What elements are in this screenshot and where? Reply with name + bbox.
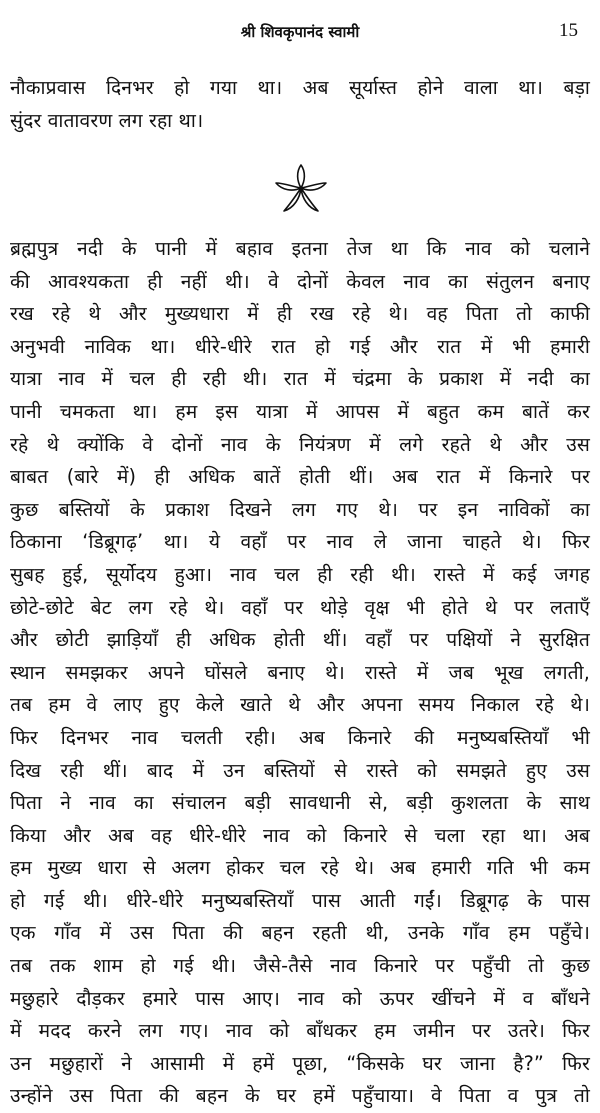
- text-line: मछुहारे दौड़कर हमारे पास आए। नाव को ऊपर खींचने में व बाँधने: [10, 986, 590, 1010]
- main-paragraph: [10, 233, 590, 1113]
- text-line: अनुभवी नाविक था। धीरे-धीरे रात हो गई और रात में भी हमारी: [10, 334, 590, 358]
- text-line: ब्रह्मपुत्र नदी के पानी में बहाव इतना तेज था कि नाव को चलाने: [10, 237, 590, 260]
- text-line: हम मुख्य धारा से अलग होकर चल रहे थे। अब हमारी गति भी कम: [10, 856, 590, 880]
- text-line: कुछ बस्तियों के प्रकाश दिखने लग गए थे। पर इन नाविकों का: [10, 497, 590, 521]
- text-line: में मदद करने लग गए। नाव को बाँधकर हम जमीन पर उतरे। फिर: [10, 1019, 590, 1043]
- text-line: सुबह हुई, सूर्योदय हुआ। नाव चल ही रही थी। रास्ते में कई जगह: [10, 562, 590, 586]
- page-number: 15: [559, 20, 578, 41]
- text-line: उन मछुहारों ने आसामी में हमें पूछा, “किसके घर जाना है?” फिर: [10, 1051, 590, 1075]
- text-line: ठिकाना ‘डिब्रूगढ़’ था। ये वहाँ पर नाव ले जाना चाहते थे। फिर: [10, 530, 590, 554]
- text-line: पिता ने नाव का संचालन बड़ी सावधानी से, बड़ी कुशलता के साथ: [10, 791, 590, 815]
- text-line: हो गई थी। धीरे-धीरे मनुष्यबस्तियाँ पास आती गईं। डिब्रूगढ़ के पास: [10, 888, 590, 912]
- running-header-title: श्री शिवकृपानंद स्वामी: [240, 23, 360, 41]
- text-line: दिख रही थीं। बाद में उन बस्तियों से रास्ते को समझते हुए उस: [10, 758, 590, 782]
- flower-ornament-icon: [270, 163, 332, 215]
- text-line: रहे थे क्योंकि वे दोनों नाव के नियंत्रण में लगे रहते थे और उस: [10, 432, 590, 456]
- text-line: किया और अब वह धीरे-धीरे नाव को किनारे से चला रहा था। अब: [10, 823, 590, 847]
- text-line: तब तक शाम हो गई थी। जैसे-तैसे नाव किनारे पर पहुँची तो कुछ: [10, 954, 590, 978]
- page-header: [0, 20, 600, 48]
- text-line: सुंदर वातावरण लग रहा था।: [10, 108, 204, 132]
- text-line: बाबत (बारे में) ही अधिक बातें होती थीं। अब रात में किनारे पर: [10, 465, 590, 489]
- text-line: उन्होंने उस पिता की बहन के घर हमें पहुँचाया। वे पिता व पुत्र तो: [10, 1084, 590, 1108]
- text-line: तब हम वे लाए हुए केले खाते थे और अपना समय निकाल रहे थे।: [10, 693, 590, 717]
- text-line: नौकाप्रवास दिनभर हो गया था। अब सूर्यास्त होने वाला था। बड़ा: [10, 76, 590, 99]
- intro-paragraph: [10, 72, 590, 137]
- text-line: पानी चमकता था। हम इस यात्रा में आपस में बहुत कम बातें कर: [10, 399, 590, 423]
- text-line: रख रहे थे और मुख्यधारा में ही रख रहे थे। वह पिता तो काफी: [10, 302, 590, 326]
- text-line: यात्रा नाव में चल ही रही थी। रात में चंद्रमा के प्रकाश में नदी का: [10, 367, 590, 391]
- text-line: छोटे-छोटे बेट लग रहे थे। वहाँ पर थोड़े वृक्ष भी होते थे पर लताएँ: [10, 595, 590, 619]
- text-line: फिर दिनभर नाव चलती रही। अब किनारे की मनुष्यबस्तियाँ भी: [10, 725, 590, 749]
- text-line: स्थान समझकर अपने घोंसले बनाए थे। रास्ते में जब भूख लगती,: [10, 660, 590, 684]
- text-line: और छोटी झाड़ियाँ ही अधिक होती थीं। वहाँ पर पक्षियों ने सुरक्षित: [10, 628, 590, 652]
- text-line: की आवश्यकता ही नहीं थी। वे दोनों केवल नाव का संतुलन बनाए: [10, 269, 590, 293]
- text-line: एक गाँव में उस पिता की बहन रहती थी, उनके गाँव हम पहुँचे।: [10, 921, 590, 945]
